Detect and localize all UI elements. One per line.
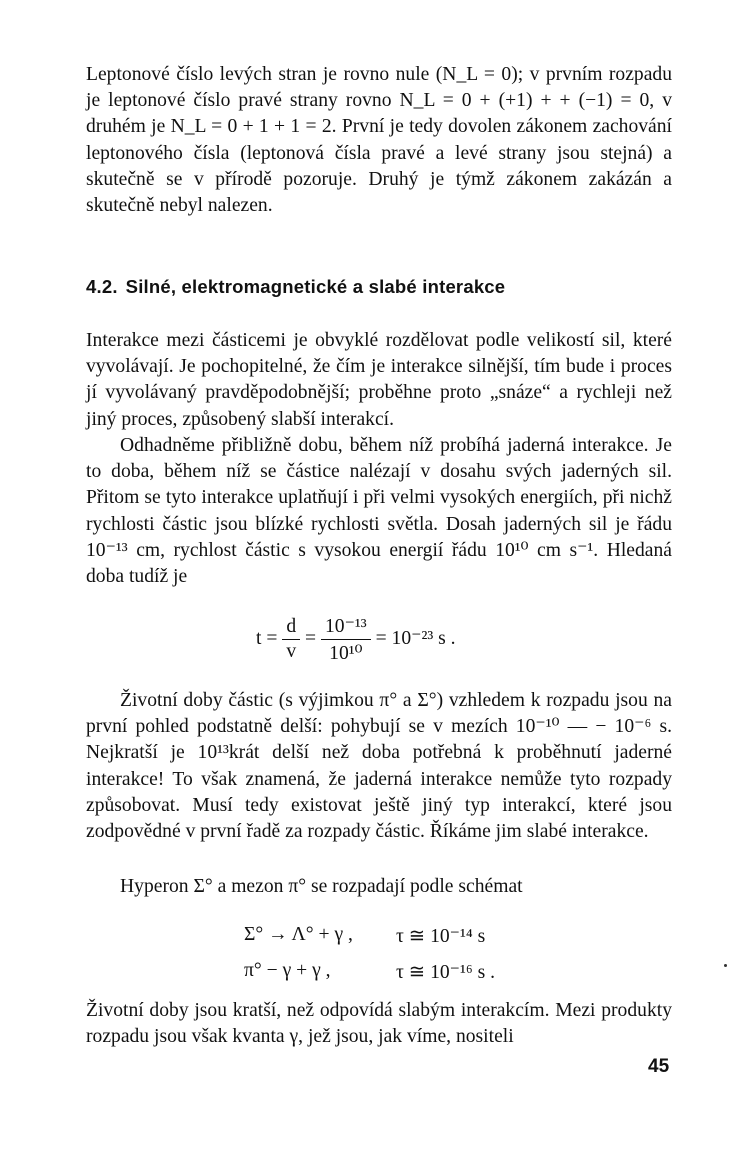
equation-lhs: t = [256,628,278,649]
paragraph-lifetimes-shorter: Životní doby jsou kratší, než odpovídá slabým interakcím. Mezi produkty rozpadu jsou však kvanta γ, jež jsou, jak víme, nositeli [86,1000,672,1048]
decay-sigma [244,924,353,946]
fraction-numerator: d [286,616,297,637]
paragraph-estimate: Odhadněme přibližně dobu, během níž probíhá jaderná interakce. Je to doba, během níž se částice nalézají v dosahu svých jaderných sil. Přitom se tyto interakce uplatňují i při velmi vysokých energiích, při nichž rychlosti částic jsou blízké rychlosti světla. Dosah jaderných sil je řádu 10⁻¹³ cm, rychlost částic s vysokou energií řádu 10¹⁰ cm s⁻¹. Hledaná doba tudíž je [86,435,672,588]
fraction-powers [321,614,371,665]
fraction-denominator: 10¹⁰ [329,643,363,664]
fraction-numerator: 10⁻¹³ [324,616,367,637]
section-number: 4.2. [86,276,118,297]
decay-sigma-reaction: Σ° → Λ° + γ , [244,924,353,945]
page-number: 45 [648,1056,670,1077]
decay-sigma-tau: τ ≅ 10⁻¹⁴ s [396,926,486,947]
decay-pion [244,960,331,982]
paragraph-interactions-intro: Interakce mezi částicemi je obvyklé rozdělovat podle velikostí sil, které vyvolávají. Je pochopitelné, že čím je interakce silnější, tím bude i proces jí vyvolávaný pravděpodobnější; proběhne proto „snáze“ a rychleji než jiný proces, způsobený slabší interakcí. [86,330,672,430]
equation-equals: = [305,628,317,649]
decay-pion-tau: τ ≅ 10⁻¹⁶ s . [396,962,496,983]
scan-speck [724,964,727,967]
fraction-denominator: v [286,641,297,662]
fraction-bar [321,639,371,640]
paragraph-decay-schemes: Hyperon Σ° a mezon π° se rozpadají podle schémat [120,876,523,897]
equation-time [256,614,456,665]
decay-pion-reaction: π° − γ + γ , [244,960,331,981]
fraction-bar [282,639,300,640]
paragraph-lifetimes: Životní doby částic (s výjimkou π° a Σ°) vzhledem k rozpadu jsou na první pohled podstatně delší: pohybují se v mezích 10⁻¹⁰ — − 10⁻⁶ s. Nejkratší je 10¹³krát delší než doba potřebná k proběhnutí jaderné interakce! To však znamená, že jaderná interakce nemůže tyto rozpady způsobovat. Musí tedy existovat ještě jiný typ interakcí, které jsou zodpovědné v první řadě za rozpady částic. Říkáme jim slabé interakce. [86,690,672,843]
section-title: Silné, elektromagnetické a slabé interakce [125,276,506,297]
section-heading [86,276,505,298]
paragraph-lepton-number: Leptonové číslo levých stran je rovno nule (N_L = 0); v prvním rozpadu je leptonové číslo pravé strany rovno N_L = 0 + (+1) + + (−1) = 0, v druhém je N_L = 0 + 1 + 1 = 2. První je tedy dovolen zákonem zachování leptonového čísla (leptonová čísla pravé a levé strany jsou stejná) a skutečně se v přírodě pozoruje. Druhý je týmž zákonem zakázán a skutečně nebyl nalezen. [86,64,672,217]
decay-pion-lifetime [396,960,495,984]
fraction-d-over-v [282,616,300,663]
decay-sigma-lifetime [396,924,485,948]
equation-rhs: = 10⁻²³ s . [375,628,456,649]
